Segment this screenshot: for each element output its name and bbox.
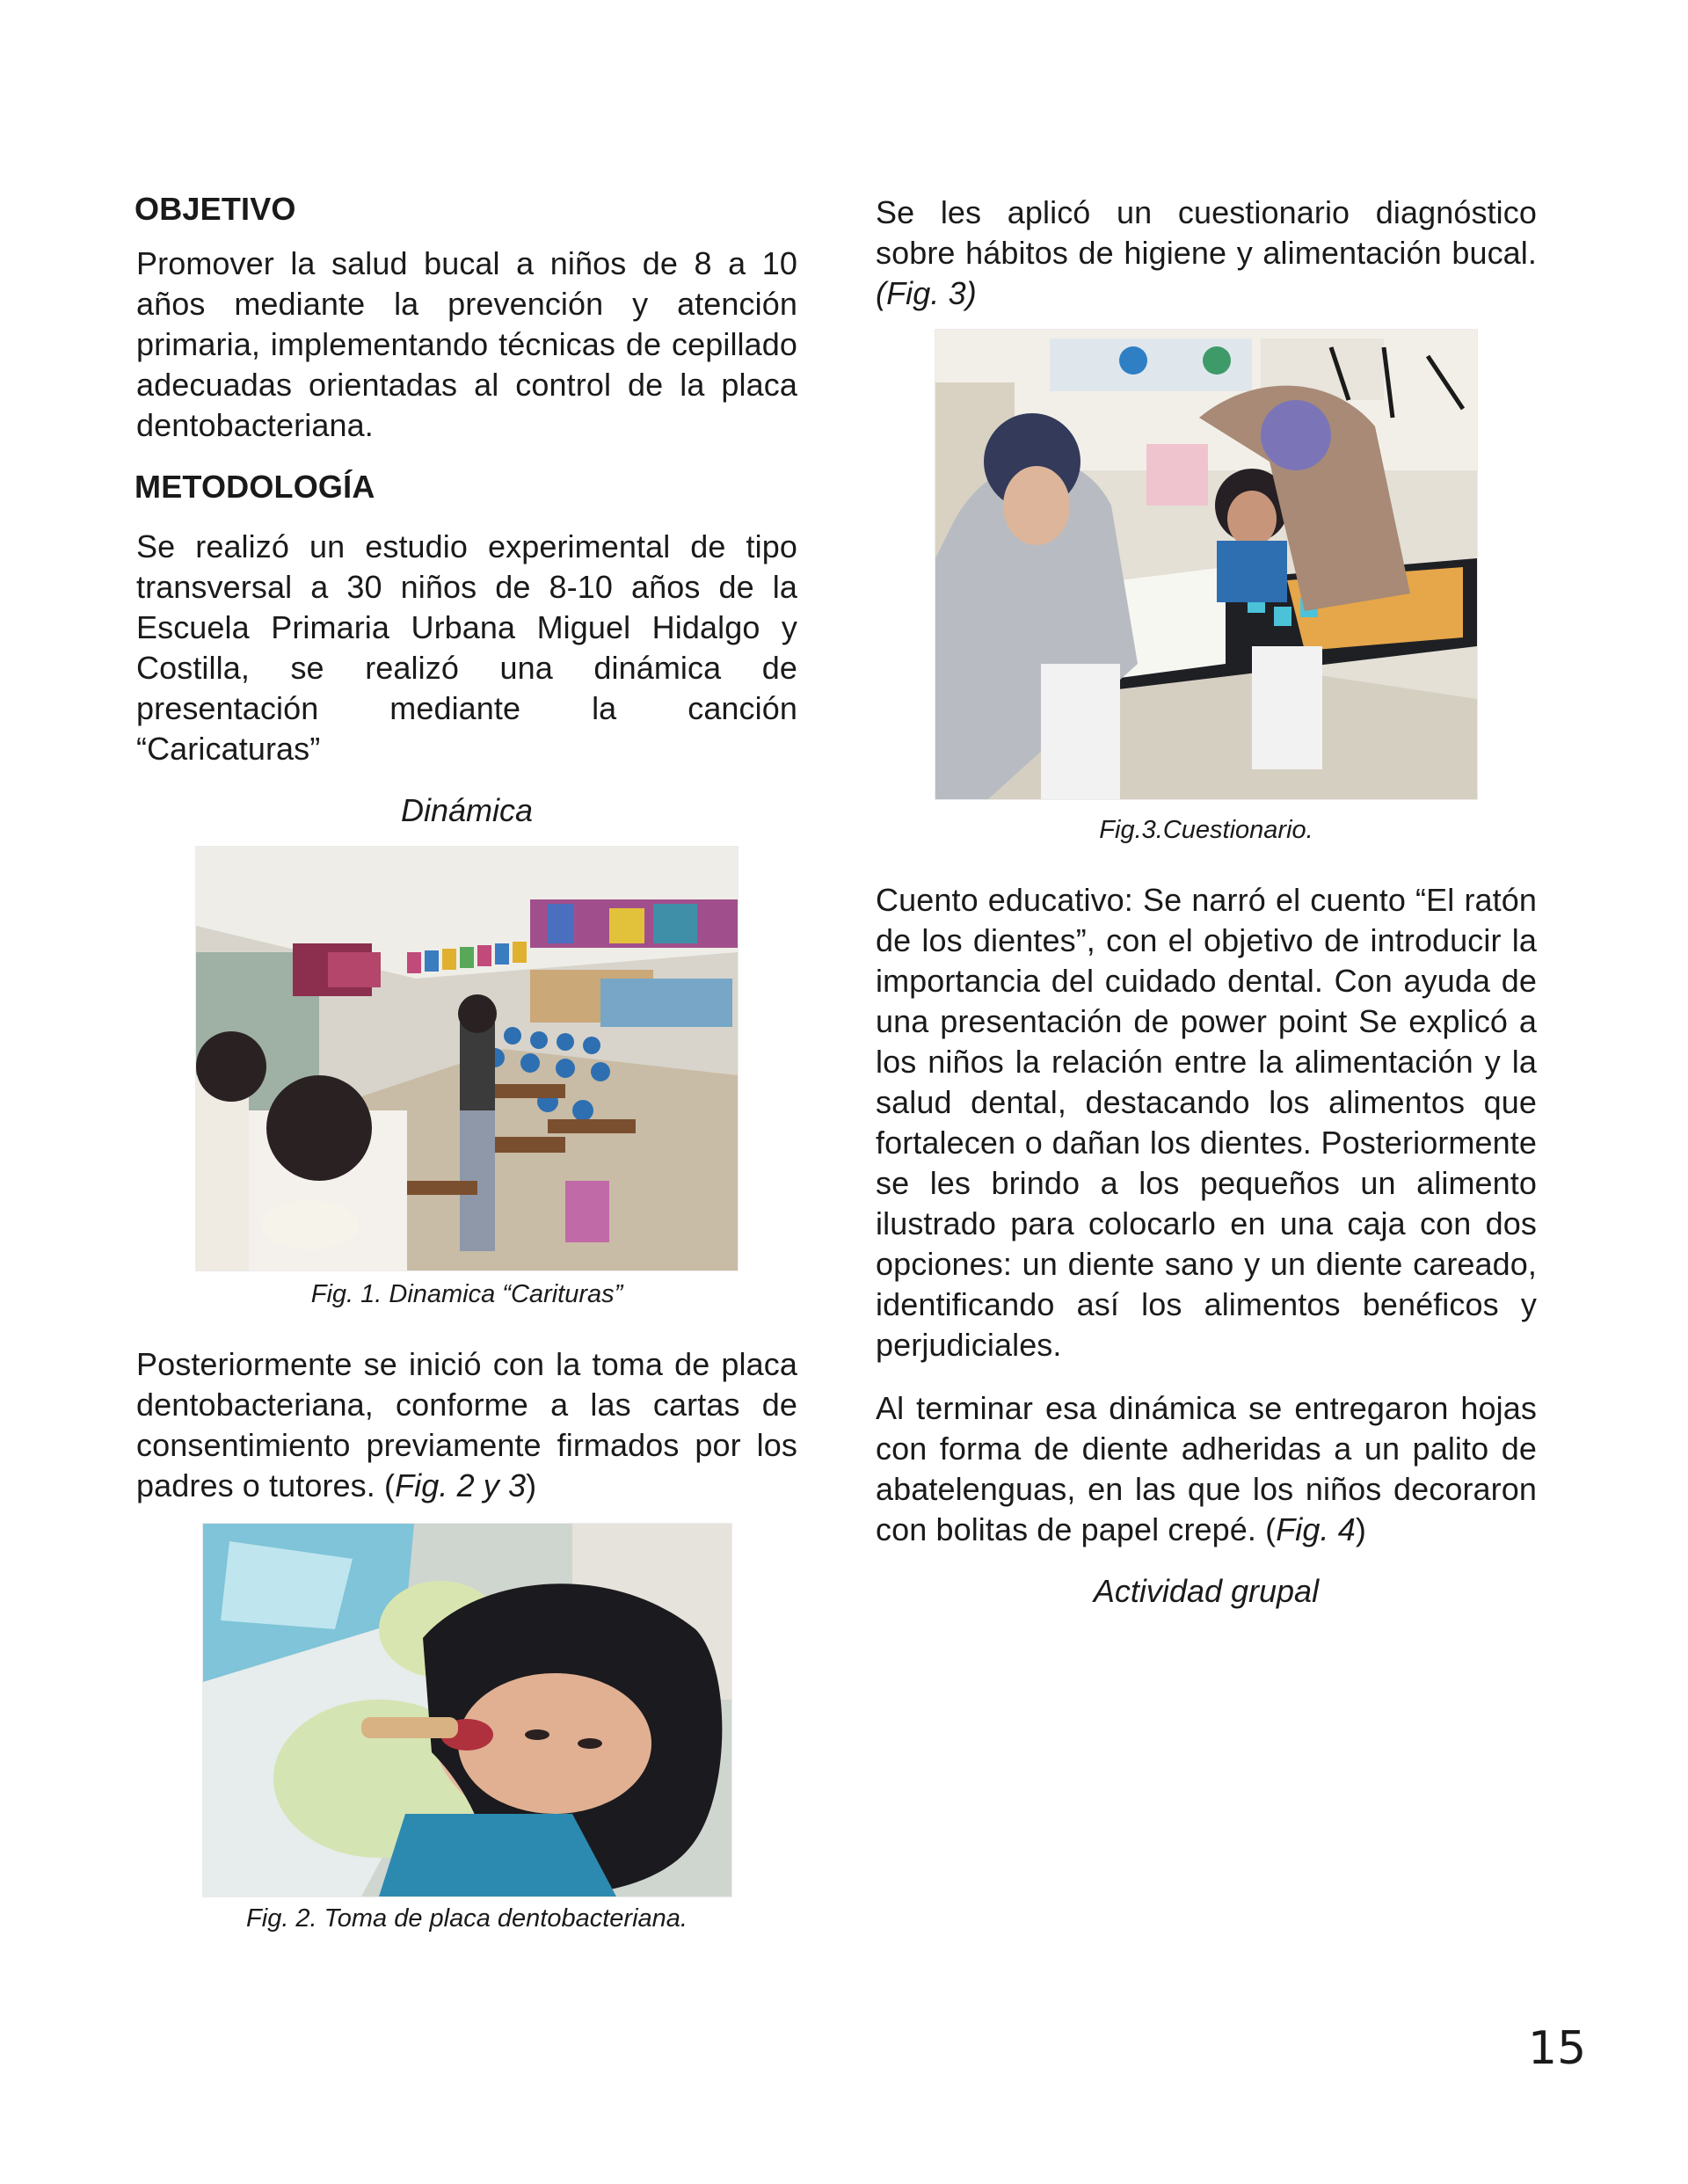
figure-3-caption: Fig.3.Cuestionario. [1099, 816, 1313, 844]
questionnaire-paragraph [876, 193, 1537, 314]
questionnaire-text: Se les aplicó un cuestionario diagnóstico sobre hábitos de higiene y alimentación bucal. [876, 194, 1537, 271]
dynamic-subtitle: Dinámica [400, 792, 534, 828]
figure-3-questionnaire-photo [935, 330, 1477, 799]
right-column [876, 189, 1537, 1612]
objective-paragraph: Promover la salud bucal a niños de 8 a 10 años mediante la prevención y atención primaria, implementando técnicas de cepillado adecuadas orientadas al control de la placa dentobacteriana. [136, 245, 797, 443]
closing-figure-reference: Fig. 4 [1276, 1511, 1356, 1547]
plaque-text-end: ) [526, 1467, 537, 1503]
plaque-figure-reference: Fig. 2 y 3 [395, 1467, 527, 1503]
closing-paragraph [876, 1388, 1537, 1550]
story-paragraph: Cuento educativo: Se narró el cuento “El ratón de los dientes”, con el objetivo de introducir la importancia del cuidado dental. Con ayuda de una presentación de power point Se explicó a los niños la relación entre la alimentación y la salud dental, destacando los alimentos que fortalecen o dañan los dientes. Posteriormente se les brindo a los pequeños un alimento ilustrado para colocarlo en una caja con dos opciones: un diente sano y un diente careado, identificando así los alimentos benéficos y perjudiciales. [876, 882, 1537, 1363]
figure-1-caption: Fig. 1. Dinamica “Carituras” [310, 1280, 623, 1308]
figure-2-plaque-photo [203, 1524, 731, 1896]
figure-1-classroom-photo [196, 847, 738, 1270]
questionnaire-figure-reference: (Fig. 3) [876, 275, 977, 311]
figure-2-caption: Fig. 2. Toma de placa dentobacteriana. [246, 1904, 688, 1933]
plaque-text-start: Posteriormente se inició con la toma de placa dentobacteriana, conforme a las cartas de consentimiento previamente firmados por los padres o tutores. ( [136, 1346, 797, 1503]
group-activity-subtitle: Actividad grupal [1093, 1573, 1320, 1609]
methodology-heading: METODOLOGÍA [135, 469, 375, 505]
classroom-illustration [196, 847, 738, 1270]
closing-text-start: Al terminar esa dinámica se entregaron hojas con forma de diente adheridas a un palito de abatelenguas, en las que los niños decoraron con bolitas de papel crepé. ( [876, 1390, 1537, 1547]
closing-text-end: ) [1355, 1511, 1366, 1547]
questionnaire-illustration [935, 330, 1477, 799]
plaque-paragraph [136, 1344, 797, 1506]
left-column [136, 189, 797, 1935]
objective-heading: OBJETIVO [135, 191, 296, 227]
dental-exam-illustration [203, 1524, 731, 1896]
page-number: 15 [1528, 2022, 1587, 2075]
methodology-paragraph: Se realizó un estudio experimental de tipo transversal a 30 niños de 8-10 años de la Escuela Primaria Urbana Miguel Hidalgo y Costilla, se realizó una dinámica de presentación mediante la canción “Caricaturas” [136, 528, 797, 767]
